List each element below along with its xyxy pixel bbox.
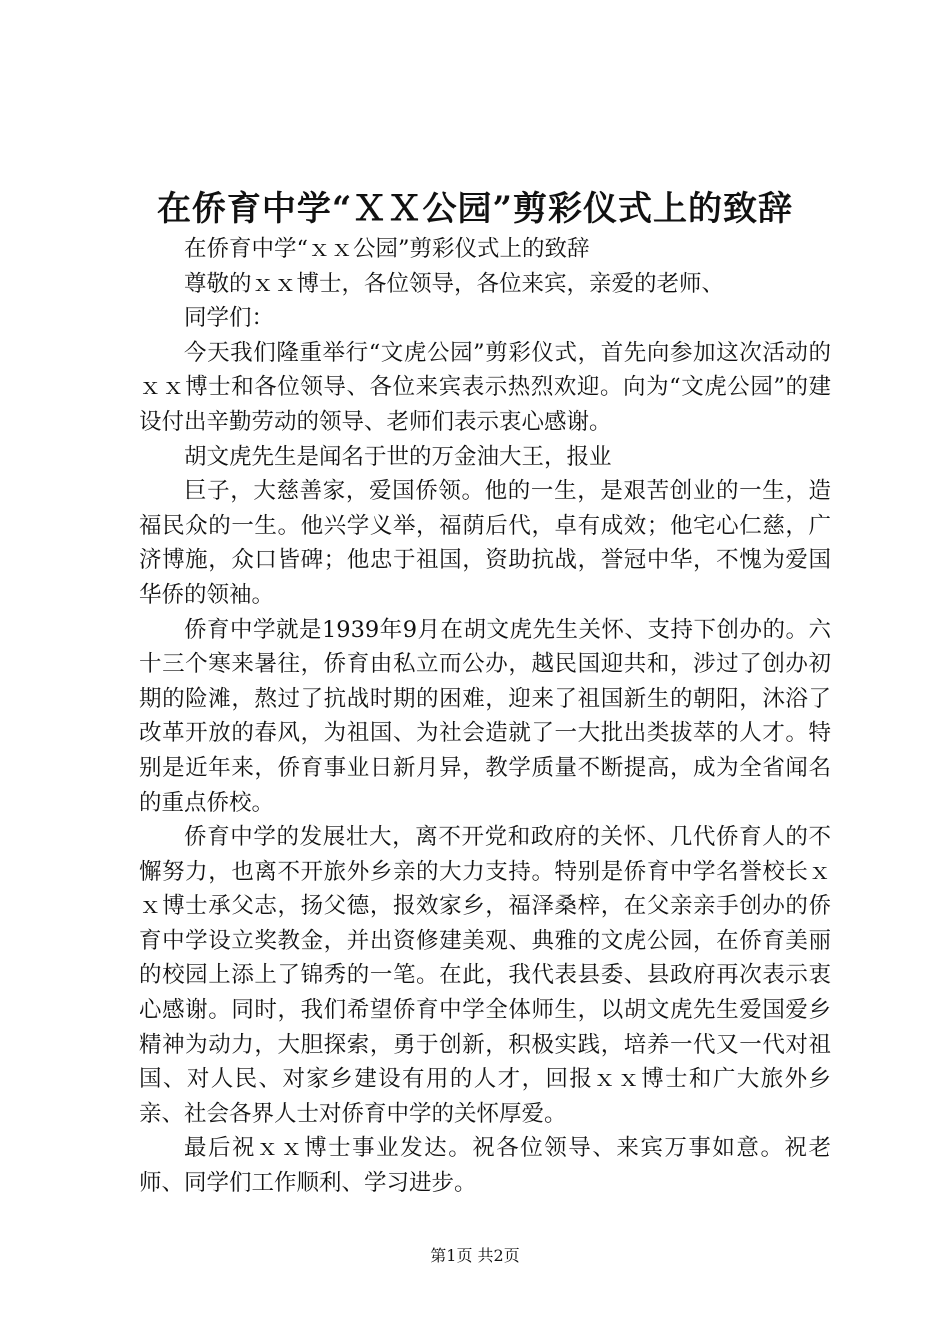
document-body [139, 232, 831, 1201]
paragraph-closing: 最后祝ｘｘ博士事业发达。祝各位领导、来宾万事如意。祝老师、同学们工作顺利、学习进步。 [139, 1135, 831, 1197]
paragraph-hu-wenhu-intro: 胡文虎先生是闻名于世的万金油大王，报业 [184, 443, 612, 470]
page-title: 在侨育中学“ＸＸ公园”剪彩仪式上的致辞 [156, 189, 794, 229]
paragraph-salutation-cont: 同学们： [184, 305, 275, 332]
paragraph-welcome: 今天我们隆重举行“文虎公园”剪彩仪式，首先向参加这次活动的ｘｘ博士和各位领导、各位来宾表示热烈欢迎。向为“文虎公园”的建设付出辛勤劳动的领导、老师们表示衷心感谢。 [139, 339, 831, 435]
paragraph-subtitle: 在侨育中学“ｘｘ公园”剪彩仪式上的致辞 [184, 236, 590, 262]
page-footer: 第1页 共2页 [430, 1246, 520, 1265]
paragraph-hu-wenhu-life: 巨子，大慈善家，爱国侨领。他的一生，是艰苦创业的一生，造福民众的一生。他兴学义举，福荫后代，卓有成效；他宅心仁慈，广济博施，众口皆碑；他忠于祖国，资助抗战，誉冠中华，不愧为爱国华侨的领袖。 [139, 478, 831, 608]
paragraph-salutation: 尊敬的ｘｘ博士，各位领导，各位来宾，亲爱的老师、 [184, 270, 725, 297]
paragraph-school-development: 侨育中学的发展壮大，离不开党和政府的关怀、几代侨育人的不懈努力，也离不开旅外乡亲的大力支持。特别是侨育中学名誉校长ｘｘ博士承父志，扬父德，报效家乡，福泽桑梓，在父亲亲手创办的侨育中学设立奖教金，并出资修建美观、典雅的文虎公园，在侨育美丽的校园上添上了锦秀的一笔。在此，我代表县委、县政府再次表示衷心感谢。同时，我们希望侨育中学全体师生，以胡文虎先生爱国爱乡精神为动力，大胆探索，勇于创新，积极实践，培养一代又一代对祖国、对人民、对家乡建设有用的人才，回报ｘｘ博士和广大旅外乡亲、社会各界人士对侨育中学的关怀厚爱。 [139, 824, 831, 1127]
paragraph-school-history: 侨育中学就是1939年9月在胡文虎先生关怀、支持下创办的。六十三个寒来暑往，侨育由私立而公办，越民国迎共和，涉过了创办初期的险滩，熬过了抗战时期的困难，迎来了祖国新生的朝阳，沐浴了改革开放的春风，为祖国、为社会造就了一大批出类拔萃的人才。特别是近年来，侨育事业日新月异，教学质量不断提高，成为全省闻名的重点侨校。 [139, 616, 831, 816]
